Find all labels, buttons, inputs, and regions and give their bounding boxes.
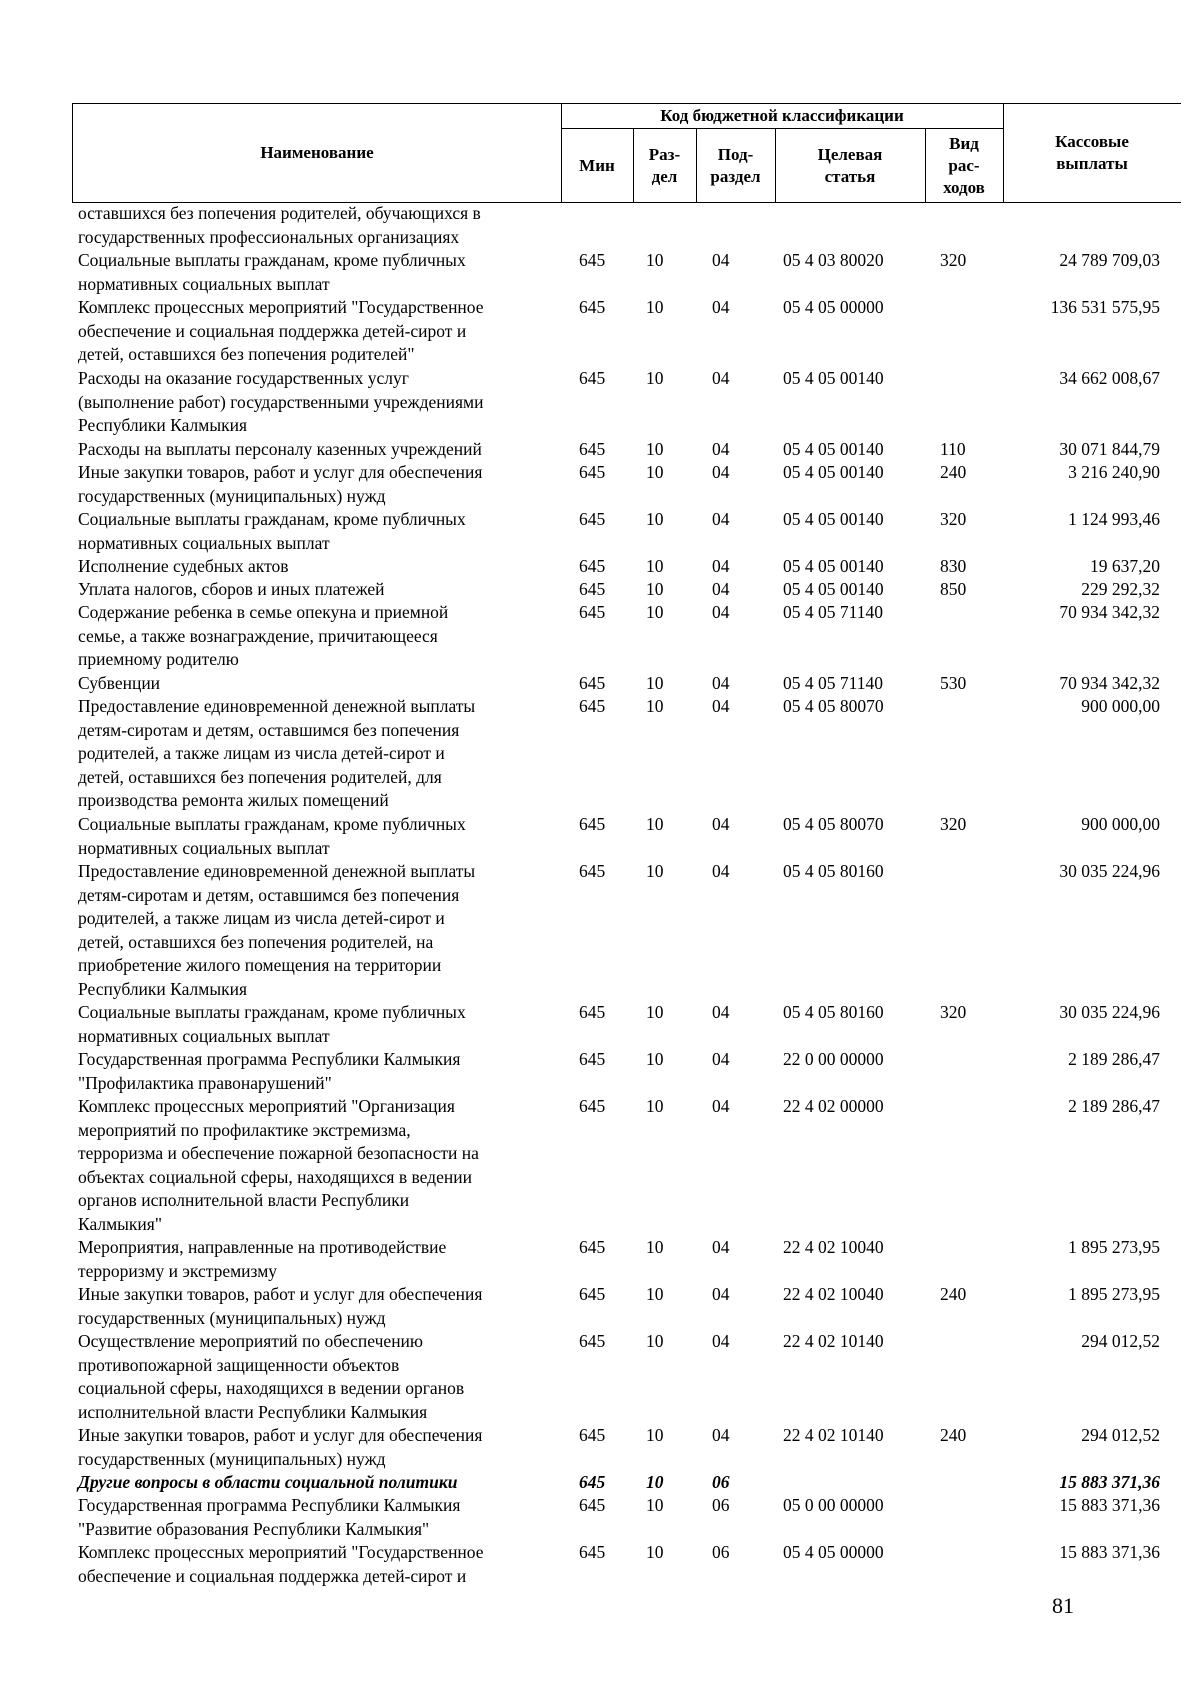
row-statya: 05 4 05 00140 [783, 368, 884, 388]
row-podrazdel: 04 [712, 861, 730, 881]
row-podrazdel: 04 [712, 462, 730, 482]
row-podrazdel: 04 [712, 602, 730, 622]
row-min: 645 [579, 1331, 606, 1351]
row-podrazdel: 04 [712, 1237, 730, 1257]
row-podrazdel: 06 [712, 1472, 730, 1492]
header-podrazdel: Под- раздел [710, 144, 761, 186]
row-sum: 1 895 273,95 [1068, 1284, 1160, 1304]
row-min: 645 [579, 1495, 606, 1515]
row-razdel: 10 [646, 297, 664, 317]
row-min: 645 [579, 861, 606, 881]
header-razdel: Раз- дел [648, 144, 681, 186]
row-razdel: 10 [646, 250, 664, 270]
row-sum: 34 662 008,67 [1059, 368, 1160, 388]
row-statya: 22 4 02 10140 [783, 1331, 884, 1351]
header-sum: Кассовые выплаты [1055, 132, 1129, 173]
row-sum: 24 789 709,03 [1059, 250, 1160, 270]
row-name: Социальные выплаты гражданам, кроме публичных нормативных социальных выплат [78, 814, 466, 858]
row-statya: 05 4 05 71140 [783, 673, 883, 693]
row-name: Предоставление единовременной денежной выплаты детям-сиротам и детям, оставшимся без попечения родителей, а также лицам из числа детей-сирот и детей, оставшихся без попечения родителей, на приобретение жилого помещения на территории Республики Калмыкия [78, 861, 476, 999]
row-statya: 05 4 05 00140 [783, 462, 884, 482]
row-podrazdel: 04 [712, 509, 730, 529]
row-name: Иные закупки товаров, работ и услуг для обеспечения государственных (муниципальных) нужд [78, 1425, 483, 1469]
row-name: Расходы на оказание государственных услуг (выполнение работ) государственными учреждениями Республики Калмыкия [78, 368, 484, 435]
row-vid: 320 [940, 509, 967, 529]
row-name: Государственная программа Республики Калмыкия "Развитие образования Республики Калмыкия" [78, 1495, 461, 1539]
row-name: Осуществление мероприятий по обеспечению противопожарной защищенности объектов социальной сферы, находящихся в ведении органов исполнительной власти Республики Калмыкия [78, 1331, 465, 1422]
row-name: Иные закупки товаров, работ и услуг для обеспечения государственных (муниципальных) нужд [78, 1284, 483, 1328]
row-sum: 900 000,00 [1081, 814, 1160, 834]
row-podrazdel: 04 [712, 1049, 730, 1069]
row-name: Мероприятия, направленные на противодействие терроризму и экстремизму [78, 1237, 447, 1281]
row-razdel: 10 [646, 439, 664, 459]
row-sum: 30 071 844,79 [1059, 439, 1160, 459]
row-podrazdel: 04 [712, 439, 730, 459]
header-name: Наименование [260, 143, 374, 162]
row-statya: 22 4 02 10040 [783, 1237, 884, 1257]
row-statya: 05 4 05 71140 [783, 602, 883, 622]
row-name: Расходы на выплаты персоналу казенных учреждений [78, 439, 482, 459]
row-sum: 15 883 371,36 [1059, 1495, 1160, 1515]
row-sum: 294 012,52 [1081, 1331, 1160, 1351]
row-razdel: 10 [646, 1284, 664, 1304]
page-number: 81 [1052, 1593, 1074, 1618]
header-vid: Вид рас- ходов [943, 133, 985, 197]
row-statya: 05 4 03 80020 [783, 250, 884, 270]
row-statya: 05 4 05 80160 [783, 1002, 884, 1022]
row-podrazdel: 06 [712, 1542, 730, 1562]
row-sum: 900 000,00 [1081, 696, 1160, 716]
row-vid: 110 [940, 439, 966, 459]
row-razdel: 10 [646, 1331, 664, 1351]
row-podrazdel: 04 [712, 579, 730, 599]
row-razdel: 10 [646, 1002, 664, 1022]
row-name: Комплекс процессных мероприятий "Организация мероприятий по профилактике экстремизма, терроризма и обеспечение пожарной безопасности на объектах социальной сферы, находящихся в ведении органов исполнительной власти Республики Калмыкия" [78, 1096, 479, 1234]
row-statya: 22 0 00 00000 [783, 1049, 884, 1069]
row-min: 645 [579, 1425, 606, 1445]
row-vid: 850 [940, 579, 967, 599]
row-name: оставшихся без попечения родителей, обучающихся в государственных профессиональных организациях [78, 203, 481, 247]
row-vid: 320 [940, 1002, 967, 1022]
row-sum: 229 292,32 [1081, 579, 1160, 599]
row-name: Субвенции [78, 673, 161, 693]
row-razdel: 10 [646, 814, 664, 834]
row-name: Комплекс процессных мероприятий "Государственное обеспечение и социальная поддержка детей-сирот и детей, оставшихся без попечения родителей" [78, 297, 484, 364]
row-statya: 22 4 02 10040 [783, 1284, 884, 1304]
row-statya: 05 4 05 00140 [783, 439, 884, 459]
row-name: Социальные выплаты гражданам, кроме публичных нормативных социальных выплат [78, 1002, 466, 1046]
row-sum: 2 189 286,47 [1068, 1049, 1160, 1069]
row-min: 645 [579, 1049, 606, 1069]
row-razdel: 10 [646, 1049, 664, 1069]
row-sum: 30 035 224,96 [1059, 1002, 1160, 1022]
row-name: Уплата налогов, сборов и иных платежей [78, 579, 385, 599]
row-statya: 05 4 05 00000 [783, 1542, 884, 1562]
row-min: 645 [579, 439, 606, 459]
row-statya: 05 4 05 00140 [783, 579, 884, 599]
row-statya: 05 4 05 80070 [783, 814, 884, 834]
row-razdel: 10 [646, 509, 664, 529]
row-name: Социальные выплаты гражданам, кроме публичных нормативных социальных выплат [78, 250, 466, 294]
row-vid: 320 [940, 814, 967, 834]
row-name: Предоставление единовременной денежной выплаты детям-сиротам и детям, оставшимся без попечения родителей, а также лицам из числа детей-сирот и детей, оставшихся без попечения родителей, для производства ремонта жилых помещений [78, 696, 476, 810]
row-min: 645 [579, 1237, 606, 1257]
row-vid: 240 [940, 1284, 967, 1304]
row-razdel: 10 [646, 462, 664, 482]
row-podrazdel: 04 [712, 673, 730, 693]
row-name: Социальные выплаты гражданам, кроме публичных нормативных социальных выплат [78, 509, 466, 553]
row-name: Другие вопросы в области социальной политики [78, 1472, 458, 1492]
row-statya: 05 4 05 00000 [783, 297, 884, 317]
row-sum: 1 124 993,46 [1068, 509, 1160, 529]
row-vid: 530 [940, 673, 967, 693]
row-podrazdel: 04 [712, 1002, 730, 1022]
row-sum: 3 216 240,90 [1068, 462, 1160, 482]
row-statya: 05 4 05 80160 [783, 861, 884, 881]
row-min: 645 [579, 462, 606, 482]
row-sum: 70 934 342,32 [1059, 673, 1160, 693]
row-min: 645 [579, 673, 606, 693]
header-code-group: Код бюджетной классификации [660, 106, 904, 125]
row-razdel: 10 [646, 1096, 664, 1116]
row-statya: 05 4 05 80070 [783, 696, 884, 716]
row-razdel: 10 [646, 368, 664, 388]
header-min: Мин [579, 155, 615, 175]
row-sum: 136 531 575,95 [1050, 297, 1160, 317]
row-sum: 70 934 342,32 [1059, 602, 1160, 622]
row-podrazdel: 04 [712, 1284, 730, 1304]
row-podrazdel: 04 [712, 696, 730, 716]
row-min: 645 [579, 1472, 606, 1492]
row-vid: 240 [940, 1425, 967, 1445]
row-min: 645 [579, 1542, 606, 1562]
row-name: Исполнение судебных актов [78, 556, 289, 576]
row-sum: 2 189 286,47 [1068, 1096, 1160, 1116]
header-statya: Целевая статья [817, 144, 883, 186]
row-razdel: 10 [646, 1425, 664, 1445]
row-statya: 22 4 02 00000 [783, 1096, 884, 1116]
row-statya: 05 4 05 00140 [783, 556, 884, 576]
row-sum: 19 637,20 [1090, 556, 1160, 576]
row-min: 645 [579, 696, 606, 716]
row-razdel: 10 [646, 861, 664, 881]
row-min: 645 [579, 556, 606, 576]
row-podrazdel: 04 [712, 1096, 730, 1116]
row-podrazdel: 04 [712, 814, 730, 834]
row-name: Государственная программа Республики Калмыкия "Профилактика правонарушений" [78, 1049, 461, 1093]
row-podrazdel: 04 [712, 1331, 730, 1351]
row-min: 645 [579, 1096, 606, 1116]
row-min: 645 [579, 1002, 606, 1022]
row-razdel: 10 [646, 602, 664, 622]
row-sum: 294 012,52 [1081, 1425, 1160, 1445]
row-razdel: 10 [646, 673, 664, 693]
row-podrazdel: 04 [712, 556, 730, 576]
row-statya: 05 4 05 00140 [783, 509, 884, 529]
row-razdel: 10 [646, 696, 664, 716]
row-vid: 320 [940, 250, 967, 270]
row-podrazdel: 04 [712, 297, 730, 317]
row-vid: 830 [940, 556, 967, 576]
row-name: Иные закупки товаров, работ и услуг для обеспечения государственных (муниципальных) нужд [78, 462, 483, 506]
row-statya: 05 0 00 00000 [783, 1495, 884, 1515]
row-name: Содержание ребенка в семье опекуна и приемной семье, а также вознаграждение, причитающееся приемному родителю [78, 602, 449, 669]
row-min: 645 [579, 297, 606, 317]
row-podrazdel: 04 [712, 368, 730, 388]
row-vid: 240 [940, 462, 967, 482]
row-name: Комплекс процессных мероприятий "Государственное обеспечение и социальная поддержка детей-сирот и [78, 1542, 484, 1586]
row-statya: 22 4 02 10140 [783, 1425, 884, 1445]
row-min: 645 [579, 579, 606, 599]
row-min: 645 [579, 250, 606, 270]
row-min: 645 [579, 509, 606, 529]
row-razdel: 10 [646, 579, 664, 599]
row-razdel: 10 [646, 1495, 664, 1515]
row-podrazdel: 06 [712, 1495, 730, 1515]
row-razdel: 10 [646, 1237, 664, 1257]
row-min: 645 [579, 602, 606, 622]
row-min: 645 [579, 814, 606, 834]
row-min: 645 [579, 368, 606, 388]
row-podrazdel: 04 [712, 1425, 730, 1445]
row-sum: 30 035 224,96 [1059, 861, 1160, 881]
row-razdel: 10 [646, 556, 664, 576]
row-sum: 15 883 371,36 [1059, 1542, 1160, 1562]
row-sum: 1 895 273,95 [1068, 1237, 1160, 1257]
row-sum: 15 883 371,36 [1059, 1472, 1160, 1492]
table-header [72, 103, 1181, 203]
row-razdel: 10 [646, 1472, 664, 1492]
row-podrazdel: 04 [712, 250, 730, 270]
row-min: 645 [579, 1284, 606, 1304]
row-razdel: 10 [646, 1542, 664, 1562]
